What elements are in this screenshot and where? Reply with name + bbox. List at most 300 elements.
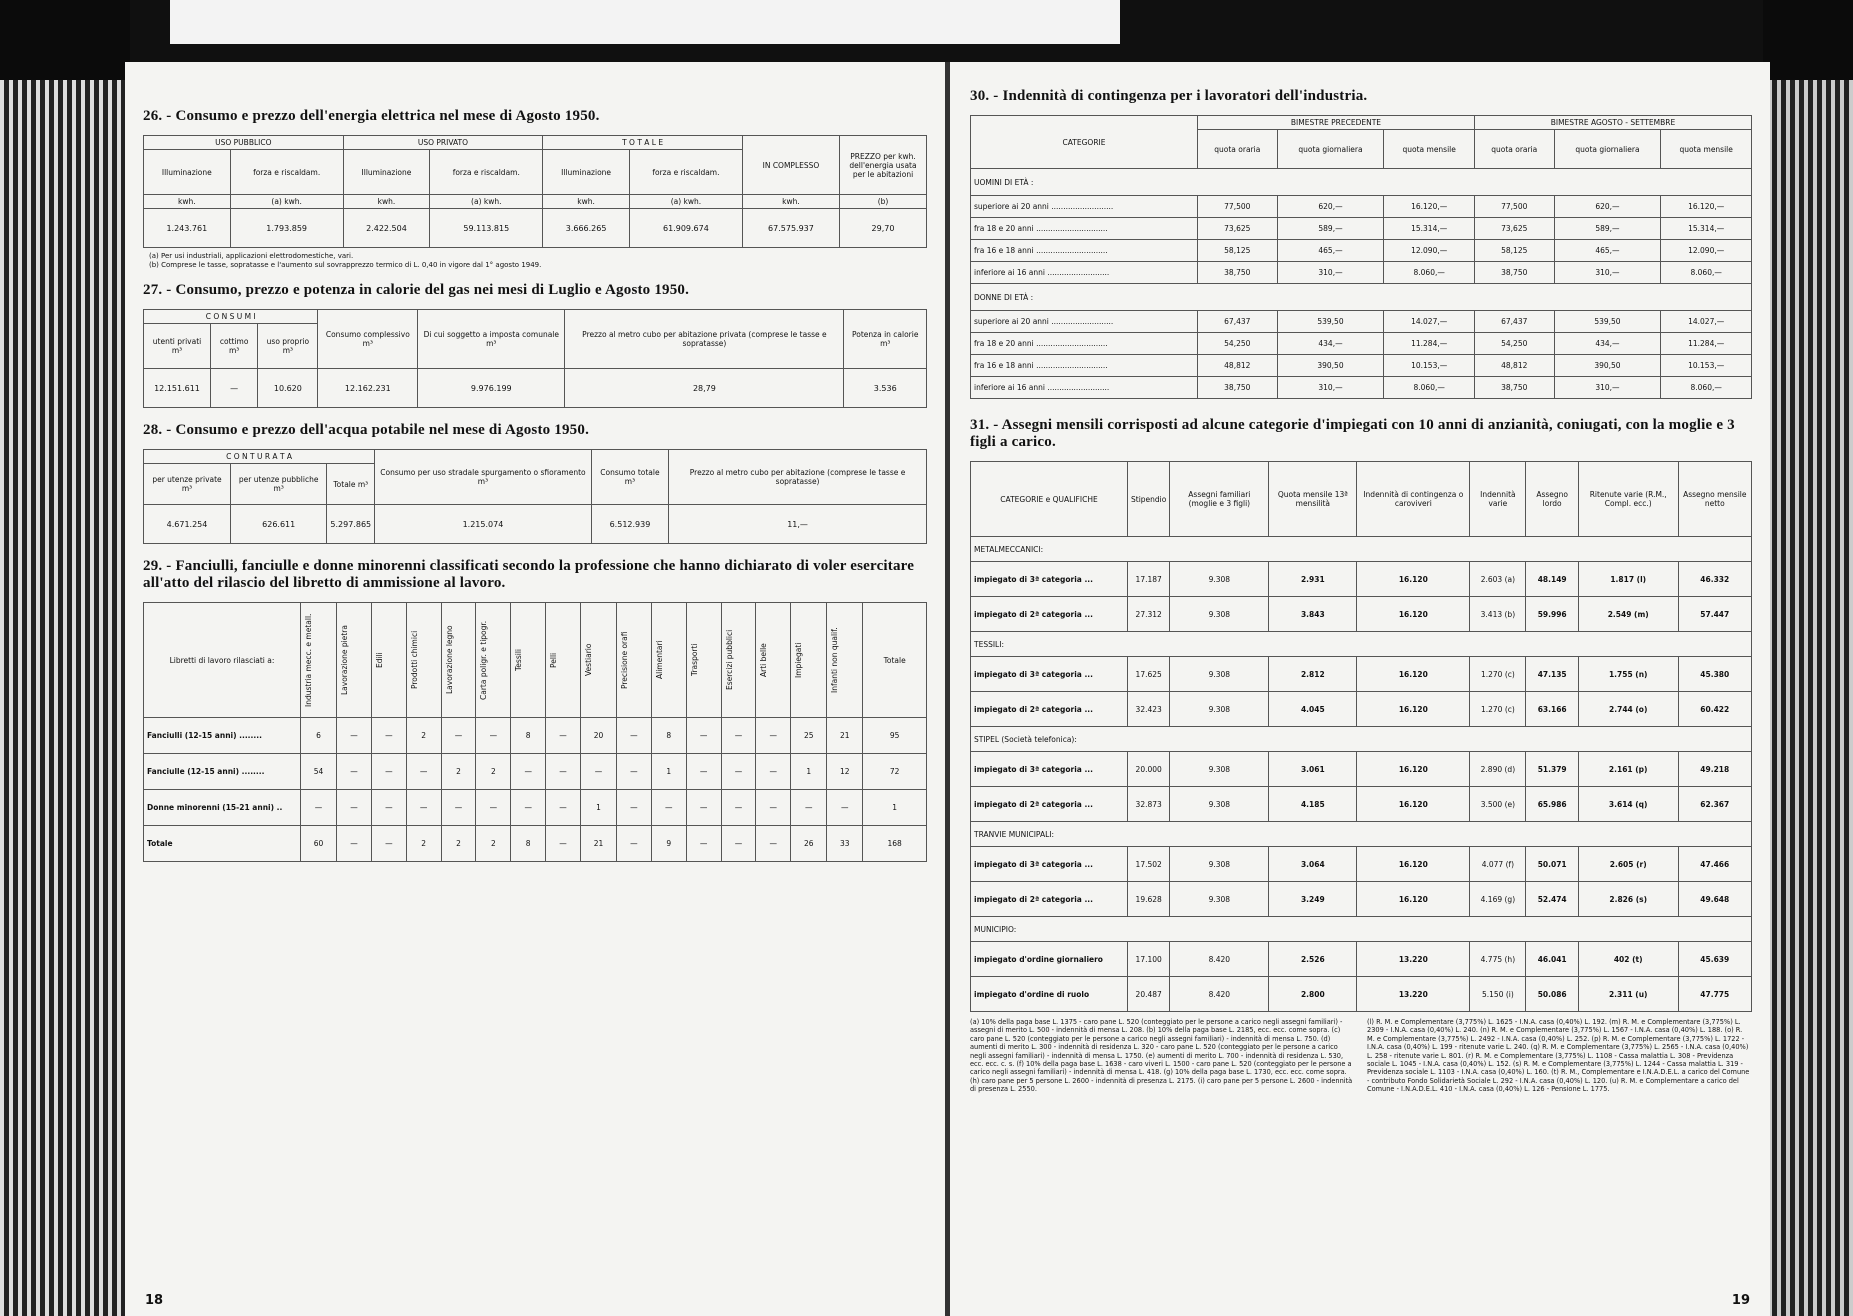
cell: 54 — [301, 754, 337, 790]
t31-col: Stipendio — [1128, 462, 1170, 537]
t31-footnotes-left: (a) 10% della paga base L. 1375 - caro pane L. 520 (conteggiato per le persone a carico negli assegni familiari) - assegni di merito L. 500 - indennità di mensa L. 208. (b) 10% della paga base L. 2185, ecc. ecc. come sopra. (c) caro pane L. 520 (conteggiato per le persone a carico negli assegni familiari) - indennità di mensa L. 750. (d) aumenti di merito L. 300 - indennità di residenza L. 320 - caro pane L. 520 (conteggiato per le persone a carico negli assegni familiari) - indennità di mensa L. 1750. (e) aumenti di merito L. 700 - indennità di residenza L. 530, ecc. ecc. c. s. (f) 10% della paga base L. 1638 - caro viveri L. 1500 - caro pane L. 520 (conteggiato per le persone a carico negli assegni familiari) - indennità di mensa L. 418. (g) 10% della paga base L. 1730, ecc. ecc. come sopra. (h) caro pane per 5 persone L. 2600 - indennità di presenza L. 2175. (i) caro pane per 5 persone L. 2600 - indennità di presenza L. 2550. — [970, 1018, 1353, 1094]
cell: 50.086 — [1526, 977, 1578, 1012]
cell: 589,— — [1554, 218, 1661, 240]
cell: — — [580, 754, 616, 790]
cell: 6 — [301, 718, 337, 754]
table-row — [971, 262, 1752, 284]
cell: 67,437 — [1474, 311, 1554, 333]
t29-col-label: Precisione orafi — [620, 631, 629, 689]
table-row — [971, 692, 1752, 727]
t29-col-label: Prodotti chimici — [409, 630, 419, 690]
t29-col-label: Lavorazione pietra — [340, 625, 350, 695]
table-row — [144, 754, 927, 790]
t26-h-illum-1: Illuminazione — [144, 150, 231, 195]
t26-u8: (b) — [840, 195, 927, 209]
cell: 60.422 — [1678, 692, 1751, 727]
cell: — — [617, 754, 652, 790]
t28-h-consumo: Consumo totale m³ — [591, 450, 668, 505]
row-label: impiegato d'ordine giornaliero — [971, 942, 1128, 977]
cell: — — [721, 826, 756, 862]
t27-v: 3.536 — [844, 369, 927, 408]
cell: 2.526 — [1269, 942, 1357, 977]
t26-complesso: IN COMPLESSO — [742, 136, 839, 195]
table-row — [971, 333, 1752, 355]
t26-u2: (a) kwh. — [230, 195, 343, 209]
row-label: impiegato di 3ª categoria ... — [971, 752, 1128, 787]
cell: 4.045 — [1269, 692, 1357, 727]
cell: 65.986 — [1526, 787, 1578, 822]
t27-v: 10.620 — [258, 369, 318, 408]
cell: 4.185 — [1269, 787, 1357, 822]
row-label: impiegato di 2ª categoria ... — [971, 597, 1128, 632]
cell: — — [337, 718, 372, 754]
cell: 2 — [406, 826, 441, 862]
table-row — [971, 597, 1752, 632]
cell: 48,812 — [1198, 355, 1278, 377]
t29-col-label: Alimentari — [654, 640, 664, 680]
t27-h-cottimo: cottimo m³ — [211, 324, 258, 369]
section-label: UOMINI DI ETÀ : — [971, 169, 1752, 196]
cell: — — [476, 718, 511, 754]
t28-h-prezzo: Prezzo al metro cubo per abitazione (comprese le tasse e sopratasse) — [669, 450, 927, 505]
table-row — [971, 355, 1752, 377]
row-label: impiegato di 2ª categoria ... — [971, 882, 1128, 917]
t26-prezzo: PREZZO per kwh. dell'energia usata per le abitazioni — [840, 136, 927, 195]
t29-col-label: Infanti non qualif. — [830, 627, 840, 693]
cell: — — [546, 718, 581, 754]
t31-col: Assegni familiari (moglie e 3 figli) — [1170, 462, 1269, 537]
cell: 3.843 — [1269, 597, 1357, 632]
t26-u7: kwh. — [742, 195, 839, 209]
cell: 8 — [511, 718, 546, 754]
t29-col — [511, 603, 546, 718]
t31-body — [971, 537, 1752, 1012]
t30-h-mens: quota mensile — [1384, 130, 1475, 169]
cell: 310,— — [1277, 262, 1384, 284]
t29-col-label: Edili — [374, 652, 384, 668]
t29-col-label: Impiegati — [794, 642, 804, 678]
t27-v: 9.976.199 — [418, 369, 565, 408]
t26-v: 1.243.761 — [144, 209, 231, 248]
row-label: impiegato di 3ª categoria ... — [971, 657, 1128, 692]
cell: 54,250 — [1198, 333, 1278, 355]
t31-col: Indennità di contingenza o caroviveri — [1357, 462, 1470, 537]
cell: — — [371, 754, 406, 790]
t31-col: Assegno mensile netto — [1678, 462, 1751, 537]
table-row — [971, 752, 1752, 787]
t29-col-label: Trasporti — [689, 643, 699, 677]
t30-h-categorie: CATEGORIE — [971, 116, 1198, 169]
t29-col-label: Tessili — [514, 649, 524, 671]
right-page-stack — [1763, 80, 1853, 1316]
cell: 310,— — [1554, 377, 1661, 399]
cell: 32.873 — [1128, 787, 1170, 822]
section-label: DONNE DI ETÀ : — [971, 284, 1752, 311]
cell: 19.628 — [1128, 882, 1170, 917]
t29-col — [476, 603, 511, 718]
t29-col — [337, 603, 372, 718]
cell: 73,625 — [1474, 218, 1554, 240]
section-row — [971, 727, 1752, 752]
t28-h-stradale: Consumo per uso stradale spurgamento o sfioramento m³ — [375, 450, 592, 505]
cell: 310,— — [1554, 262, 1661, 284]
cell: 2 — [476, 754, 511, 790]
cell: 26 — [791, 826, 827, 862]
table-row — [971, 240, 1752, 262]
row-label: fra 16 e 18 anni .............................. — [971, 355, 1198, 377]
t28-h-totale: Totale m³ — [327, 464, 375, 505]
cell: 13.220 — [1357, 942, 1470, 977]
cell: 9.308 — [1170, 882, 1269, 917]
table-row — [971, 882, 1752, 917]
cell: 620,— — [1277, 196, 1384, 218]
table-row — [971, 562, 1752, 597]
cell: 33 — [827, 826, 863, 862]
cell: 390,50 — [1277, 355, 1384, 377]
cell: 13.220 — [1357, 977, 1470, 1012]
t27-consumi: C O N S U M I — [144, 310, 318, 324]
cell: 38,750 — [1198, 262, 1278, 284]
cell: 434,— — [1554, 333, 1661, 355]
cell: 390,50 — [1554, 355, 1661, 377]
cell: 9.308 — [1170, 847, 1269, 882]
t29-col-label: Carta poligr. e tipogr. — [479, 620, 489, 700]
t31-footnotes — [970, 1018, 1752, 1094]
cell: 45.639 — [1678, 942, 1751, 977]
cell: 38,750 — [1198, 377, 1278, 399]
cell: — — [721, 754, 756, 790]
cell: 1 — [791, 754, 827, 790]
cell: 49.218 — [1678, 752, 1751, 787]
cell: 16.120 — [1357, 692, 1470, 727]
cell: 9.308 — [1170, 562, 1269, 597]
table-row — [971, 657, 1752, 692]
t28-v: 626.611 — [230, 505, 326, 544]
t27-h-utenti: utenti privati m³ — [144, 324, 211, 369]
cell: — — [476, 790, 511, 826]
table-row — [971, 218, 1752, 240]
t27-title: 27. - Consumo, prezzo e potenza in calorie del gas nei mesi di Luglio e Agosto 1950. — [143, 282, 690, 298]
cell: 58,125 — [1198, 240, 1278, 262]
cell: 1 — [580, 790, 616, 826]
t30-title: 30. - Indennità di contingenza per i lavoratori dell'industria. — [970, 88, 1368, 104]
cell: 8.420 — [1170, 977, 1269, 1012]
section-label: STIPEL (Società telefonica): — [971, 727, 1752, 752]
cell: 15.314,— — [1661, 218, 1752, 240]
cell: 63.166 — [1526, 692, 1578, 727]
t29-col — [617, 603, 652, 718]
t30-body — [971, 169, 1752, 399]
cell: — — [337, 754, 372, 790]
cell: 2.812 — [1269, 657, 1357, 692]
t29-col — [651, 603, 686, 718]
t27-v: 12.162.231 — [318, 369, 418, 408]
left-page-stack — [0, 80, 130, 1316]
t26-totale: T O T A L E — [543, 136, 743, 150]
cell: 27.312 — [1128, 597, 1170, 632]
cell: 16.120 — [1357, 562, 1470, 597]
cell: 2.931 — [1269, 562, 1357, 597]
section-label: METALMECCANICI: — [971, 537, 1752, 562]
cell: 5.150 (i) — [1470, 977, 1526, 1012]
t26-v: 59.113.815 — [430, 209, 543, 248]
cell: 21 — [580, 826, 616, 862]
t26-u1: kwh. — [144, 195, 231, 209]
cell: — — [756, 826, 791, 862]
cell: 8.420 — [1170, 942, 1269, 977]
cell: 16.120,— — [1384, 196, 1475, 218]
cell: 3.249 — [1269, 882, 1357, 917]
table-26 — [143, 135, 927, 248]
cell: 20.487 — [1128, 977, 1170, 1012]
row-label: fra 18 e 20 anni .............................. — [971, 218, 1198, 240]
cell: 9.308 — [1170, 657, 1269, 692]
cell: 11.284,— — [1661, 333, 1752, 355]
t26-v: 67.575.937 — [742, 209, 839, 248]
t28-v: 1.215.074 — [375, 505, 592, 544]
cell: — — [686, 754, 721, 790]
section-row — [971, 284, 1752, 311]
table-row — [971, 196, 1752, 218]
cell: 434,— — [1277, 333, 1384, 355]
left-page — [125, 62, 945, 1316]
table-row — [971, 787, 1752, 822]
row-label: fra 18 e 20 anni .............................. — [971, 333, 1198, 355]
cell: 539,50 — [1554, 311, 1661, 333]
table-31 — [970, 461, 1752, 1012]
row-label: Fanciulli (12-15 anni) ........ — [144, 718, 301, 754]
cell: 62.367 — [1678, 787, 1751, 822]
t27-h-compl: Consumo complessivo m³ — [318, 310, 418, 369]
cell: — — [756, 718, 791, 754]
cell: — — [721, 718, 756, 754]
cell: — — [827, 790, 863, 826]
t27-h-imposta: Di cui soggetto a imposta comunale m³ — [418, 310, 565, 369]
cell: — — [546, 826, 581, 862]
cell: 25 — [791, 718, 827, 754]
t29-col-total: Totale — [863, 603, 927, 718]
t31-col: Indennità varie — [1470, 462, 1526, 537]
cell: 4.077 (f) — [1470, 847, 1526, 882]
table-27 — [143, 309, 927, 408]
cell: — — [337, 790, 372, 826]
t31-col: Ritenute varie (R.M., Compl. ecc.) — [1578, 462, 1678, 537]
cell: 9.308 — [1170, 787, 1269, 822]
cell: 20 — [580, 718, 616, 754]
page-number-right: 19 — [1731, 1293, 1750, 1308]
t29-col — [827, 603, 863, 718]
t26-note-a: (a) Per usi industriali, applicazioni elettrodomestiche, vari. — [149, 252, 354, 260]
t29-corner: Libretti di lavoro rilasciati a: — [144, 603, 301, 718]
t28-h-pubbliche: per utenze pubbliche m³ — [230, 464, 326, 505]
section-label: TRANVIE MUNICIPALI: — [971, 822, 1752, 847]
t27-v: 12.151.611 — [144, 369, 211, 408]
right-page — [950, 62, 1770, 1316]
table-29 — [143, 602, 927, 862]
table-row — [144, 790, 927, 826]
cell: — — [686, 826, 721, 862]
row-label: impiegato di 2ª categoria ... — [971, 787, 1128, 822]
cell: 2.603 (a) — [1470, 562, 1526, 597]
t29-col-label: Lavorazione legno — [444, 625, 454, 695]
t29-col — [546, 603, 581, 718]
table-row — [971, 311, 1752, 333]
cell: 2 — [441, 826, 476, 862]
cell: 8 — [511, 826, 546, 862]
t28-title: 28. - Consumo e prezzo dell'acqua potabile nel mese di Agosto 1950. — [143, 422, 590, 438]
cell: — — [371, 826, 406, 862]
t26-title: 26. - Consumo e prezzo dell'energia elettrica nel mese di Agosto 1950. — [143, 108, 600, 124]
cell: 60 — [301, 826, 337, 862]
cell: 54,250 — [1474, 333, 1554, 355]
t29-col — [791, 603, 827, 718]
cell: 77,500 — [1474, 196, 1554, 218]
t26-u5: kwh. — [543, 195, 630, 209]
table-30 — [970, 115, 1752, 399]
section-label: TESSILI: — [971, 632, 1752, 657]
cell: 2.605 (r) — [1578, 847, 1678, 882]
t27-h-proprio: uso proprio m³ — [258, 324, 318, 369]
t31-col: Assegno lordo — [1526, 462, 1578, 537]
cell: 3.064 — [1269, 847, 1357, 882]
t29-col — [580, 603, 616, 718]
cell: 402 (t) — [1578, 942, 1678, 977]
t26-h-forza-1: forza e riscaldam. — [230, 150, 343, 195]
cell: 12.090,— — [1384, 240, 1475, 262]
t29-col — [686, 603, 721, 718]
row-label: impiegato di 2ª categoria ... — [971, 692, 1128, 727]
cell: 9.308 — [1170, 752, 1269, 787]
t26-h-illum-3: Illuminazione — [543, 150, 630, 195]
cell: 73,625 — [1198, 218, 1278, 240]
t31-col: Quota mensile 13ª mensilità — [1269, 462, 1357, 537]
row-label: superiore ai 20 anni .......................... — [971, 196, 1198, 218]
cell: 16.120 — [1357, 882, 1470, 917]
row-label: inferiore ai 16 anni .......................... — [971, 262, 1198, 284]
t29-col — [721, 603, 756, 718]
row-label: impiegato d'ordine di ruolo — [971, 977, 1128, 1012]
cell: 9 — [651, 826, 686, 862]
cell: — — [441, 718, 476, 754]
cell: 1.270 (c) — [1470, 657, 1526, 692]
section-row — [971, 169, 1752, 196]
cell: — — [651, 790, 686, 826]
cell: 2.890 (d) — [1470, 752, 1526, 787]
cell: 47.775 — [1678, 977, 1751, 1012]
cell: — — [686, 718, 721, 754]
t29-col-label: Vestiario — [583, 643, 593, 677]
t27-v: 28,79 — [565, 369, 844, 408]
cell: 3.061 — [1269, 752, 1357, 787]
t29-col — [406, 603, 441, 718]
cell: — — [337, 826, 372, 862]
cell: 2.826 (s) — [1578, 882, 1678, 917]
cell: 168 — [863, 826, 927, 862]
cell: 1 — [651, 754, 686, 790]
t29-title: 29. - Fanciulli, fanciulle e donne minorenni classificati secondo la professione che hanno dichiarato di voler esercitare all'atto del rilascio del libretto di ammissione al lavoro. — [143, 558, 915, 591]
cell: 46.041 — [1526, 942, 1578, 977]
section-row — [971, 822, 1752, 847]
cell: 16.120 — [1357, 847, 1470, 882]
t26-notes — [149, 252, 927, 270]
cell: 1.270 (c) — [1470, 692, 1526, 727]
cell: — — [546, 790, 581, 826]
cell: 9.308 — [1170, 597, 1269, 632]
cell: 10.153,— — [1661, 355, 1752, 377]
section-label: MUNICIPIO: — [971, 917, 1752, 942]
row-label: impiegato di 3ª categoria ... — [971, 847, 1128, 882]
cell: — — [406, 754, 441, 790]
t28-v: 4.671.254 — [144, 505, 231, 544]
cell: 8.060,— — [1384, 377, 1475, 399]
cell: — — [371, 790, 406, 826]
t31-h-cat: CATEGORIE e QUALIFICHE — [971, 462, 1128, 537]
cell: 589,— — [1277, 218, 1384, 240]
row-label: inferiore ai 16 anni .......................... — [971, 377, 1198, 399]
t30-g-curr: BIMESTRE AGOSTO - SETTEMBRE — [1474, 116, 1751, 130]
table-28 — [143, 449, 927, 544]
cell: — — [791, 790, 827, 826]
t26-h-forza-3: forza e riscaldam. — [629, 150, 742, 195]
cell: — — [756, 754, 791, 790]
cell: 2.161 (p) — [1578, 752, 1678, 787]
t26-uso-pubblico: USO PUBBLICO — [144, 136, 344, 150]
cell: 3.614 (q) — [1578, 787, 1678, 822]
t28-v: 11,— — [669, 505, 927, 544]
cell: 3.413 (b) — [1470, 597, 1526, 632]
row-label: Donne minorenni (15-21 anni) .. — [144, 790, 301, 826]
t26-note-b: (b) Comprese le tasse, sopratasse e l'aumento sul sovrapprezzo termico di L. 0,40 in vigore dal 1° agosto 1949. — [149, 261, 542, 269]
cell: — — [617, 790, 652, 826]
row-label: Totale — [144, 826, 301, 862]
cell: 8 — [651, 718, 686, 754]
t26-v: 29,70 — [840, 209, 927, 248]
t26-u6: (a) kwh. — [629, 195, 742, 209]
cell: 48.149 — [1526, 562, 1578, 597]
t29-col-label: Esercizi pubblici — [724, 629, 734, 691]
cell: 32.423 — [1128, 692, 1170, 727]
t29-col-label: Pelli — [549, 652, 559, 668]
t28-v: 5.297.865 — [327, 505, 375, 544]
cell: 620,— — [1554, 196, 1661, 218]
cell: 58,125 — [1474, 240, 1554, 262]
table-row — [971, 847, 1752, 882]
cell: 17.100 — [1128, 942, 1170, 977]
cell: 8.060,— — [1661, 377, 1752, 399]
cell: 12.090,— — [1661, 240, 1752, 262]
table-row — [971, 977, 1752, 1012]
t29-col — [301, 603, 337, 718]
t26-h-illum-2: Illuminazione — [343, 150, 430, 195]
cell: — — [617, 718, 652, 754]
row-label: Fanciulle (12-15 anni) ........ — [144, 754, 301, 790]
cell: 16.120,— — [1661, 196, 1752, 218]
t28-contur: C O N T U R A T A — [144, 450, 375, 464]
t29-col-label: Arti belle — [759, 643, 769, 677]
cell: 38,750 — [1474, 262, 1554, 284]
t26-u3: kwh. — [343, 195, 430, 209]
cell: — — [686, 790, 721, 826]
cell: — — [301, 790, 337, 826]
cell: — — [756, 790, 791, 826]
cell: 2.800 — [1269, 977, 1357, 1012]
row-label: superiore ai 20 anni .......................... — [971, 311, 1198, 333]
cell: 51.379 — [1526, 752, 1578, 787]
t26-uso-privato: USO PRIVATO — [343, 136, 543, 150]
cell: 16.120 — [1357, 752, 1470, 787]
cell: — — [371, 718, 406, 754]
cell: 67,437 — [1198, 311, 1278, 333]
